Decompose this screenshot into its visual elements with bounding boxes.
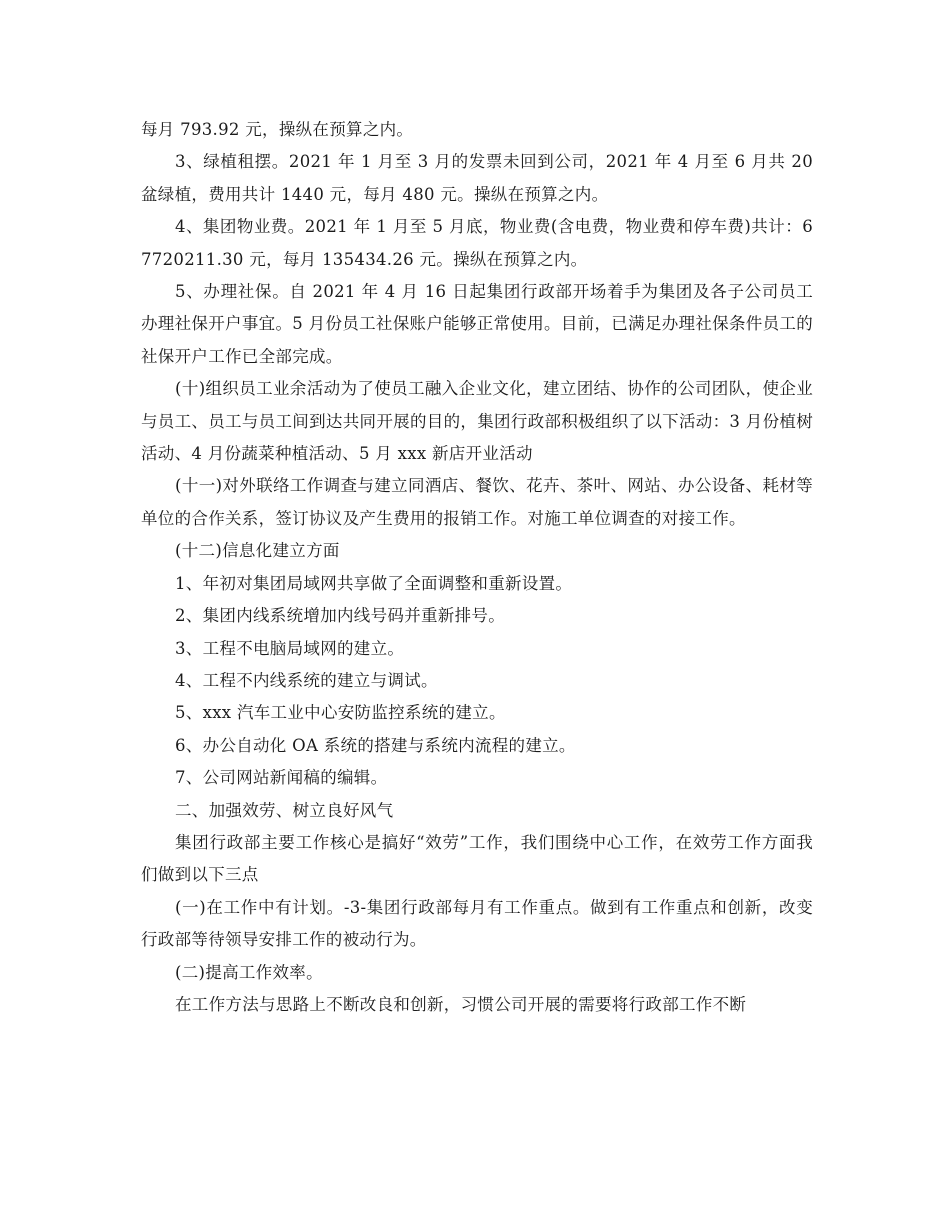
- section-heading: (二)提高工作效率。: [175, 962, 323, 982]
- paragraph: 在工作方法与思路上不断改良和创新，习惯公司开展的需要将行政部工作不断: [175, 994, 747, 1014]
- list-item: 1、年初对集团局域网共享做了全面调整和重新设置。: [175, 573, 573, 593]
- list-item: 3、工程不电脑局域网的建立。: [175, 638, 405, 658]
- list-item: 7、公司网站新闻稿的编辑。: [175, 768, 388, 788]
- paragraph: (一)在工作中有计划。-3-集团行政部每月有工作重点。做到有工作重点和创新，改变行政部等待领导安排工作的被动行为。: [141, 897, 813, 950]
- paragraph: 5、办理社保。自 2021 年 4 月 16 日起集团行政部开场着手为集团及各子公司员工办理社保开户事宜。5 月份员工社保账户能够正常使用。目前，已满足办理社保条件员工的社保开户工作已全部完成。: [141, 282, 813, 366]
- paragraph: 每月 793.92 元，操纵在预算之内。: [141, 120, 414, 139]
- paragraph: (十一)对外联络工作调查与建立同酒店、餐饮、花卉、茶叶、网站、办公设备、耗材等单位的合作关系，签订协议及产生费用的报销工作。对施工单位调查的对接工作。: [141, 476, 813, 528]
- section-heading: (十二)信息化建立方面: [175, 541, 340, 561]
- paragraph: 3、绿植租摆。2021 年 1 月至 3 月的发票未回到公司，2021 年 4 月至 6 月共 20 盆绿植，费用共计 1440 元，每月 480 元。操纵在预算之内。: [141, 152, 813, 204]
- list-item: 5、xxx 汽车工业中心安防监控系统的建立。: [175, 703, 506, 723]
- paragraph: (十)组织员工业余活动为了使员工融入企业文化，建立团结、协作的公司团队，使企业与员工、员工与员工间到达共同开展的目的，集团行政部积极组织了以下活动：3 月份植树活动、4 月份蔬菜种植活动、5 月 xxx 新店开业活动: [141, 379, 813, 464]
- paragraph: 4、集团物业费。2021 年 1 月至 5 月底，物业费(含电费，物业费和停车费)共计：67720211.30 元，每月 135434.26 元。操纵在预算之内。: [141, 217, 813, 269]
- list-item: 6、办公自动化 OA 系统的搭建与系统内流程的建立。: [175, 735, 576, 755]
- document-body: [141, 114, 813, 1021]
- section-heading: 二、加强效劳、树立良好风气: [175, 800, 394, 820]
- list-item: 4、工程不内线系统的建立与调试。: [175, 670, 438, 690]
- list-item: 2、集团内线系统增加内线号码并重新排号。: [175, 606, 505, 626]
- paragraph: 集团行政部主要工作核心是搞好“效劳”工作，我们围绕中心工作，在效劳工作方面我们做到以下三点: [141, 832, 813, 885]
